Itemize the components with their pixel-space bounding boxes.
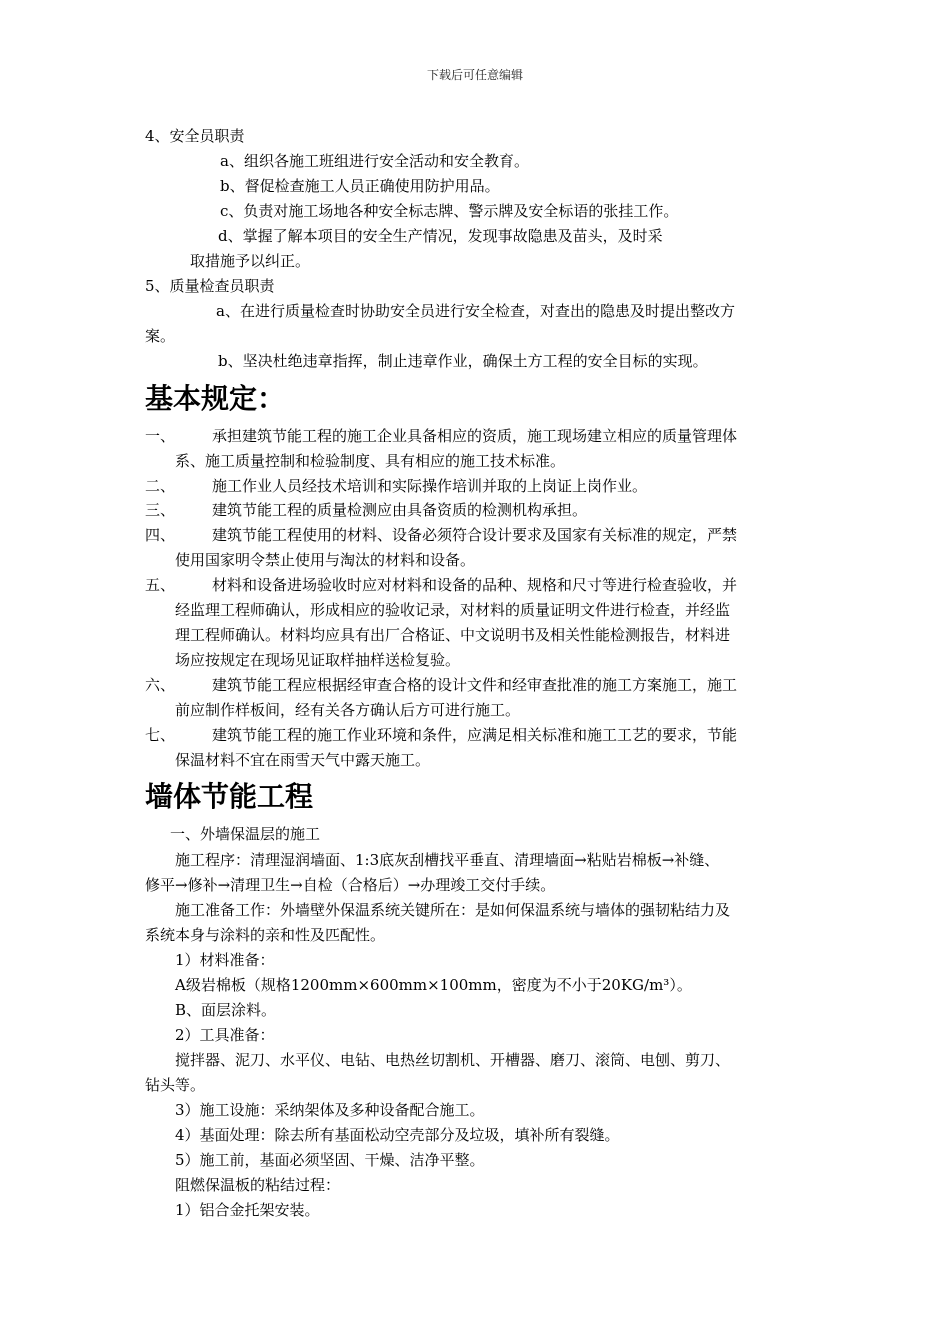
procedure-line1: 施工程序：清理湿润墙面、1:3底灰刮槽找平垂直、清理墙面→粘贴岩棉板→补缝、: [175, 851, 720, 869]
procedure-line2: 修平→修补→清理卫生→自检（合格后）→办理竣工交付手续。: [145, 876, 556, 894]
rule-4-num: 四、: [145, 526, 176, 544]
quality-item-a-line1: a、在进行质量检查时协助安全员进行安全检查，对查出的隐患及时提出整改方: [216, 302, 735, 320]
quality-title: 5、质量检查员职责: [145, 277, 275, 295]
bonding-step-1: 1）铝合金托架安装。: [175, 1201, 320, 1219]
facilities-line: 3）施工设施：采纳架体及多种设备配合施工。: [175, 1101, 485, 1119]
rule-5-line1: 材料和设备进场验收时应对材料和设备的品种、规格和尺寸等进行检查验收，并: [212, 576, 738, 594]
safety-item-b: b、督促检查施工人员正确使用防护用品。: [220, 177, 500, 195]
wall-heading: 墙体节能工程: [145, 780, 314, 813]
before-construction-line: 5）施工前，基面必须坚固、干燥、洁净平整。: [175, 1151, 485, 1169]
tools-line1: 搅拌器、泥刀、水平仪、电钻、电热丝切割机、开槽器、磨刀、滚筒、电刨、剪刀、: [175, 1051, 731, 1069]
safety-item-c: c、负责对施工场地各种安全标志牌、警示牌及安全标语的张挂工作。: [220, 202, 679, 220]
rule-1-line1: 承担建筑节能工程的施工企业具备相应的资质，施工现场建立相应的质量管理体: [212, 427, 738, 445]
rule-2-line1: 施工作业人员经技术培训和实际操作培训并取的上岗证上岗作业。: [212, 477, 648, 495]
wall-subheading: 一、外墙保温层的施工: [170, 825, 321, 843]
tools-line2: 钻头等。: [145, 1076, 206, 1094]
rule-1-line2: 系、施工质量控制和检验制度、具有相应的施工技术标准。: [175, 452, 566, 470]
safety-item-a: a、组织各施工班组进行安全活动和安全教育。: [220, 152, 529, 170]
materials-b: B、面层涂料。: [175, 1001, 277, 1019]
substrate-line: 4）基面处理：除去所有基面松动空壳部分及垃圾，填补所有裂缝。: [175, 1126, 620, 1144]
page-header: 下载后可任意编辑: [426, 68, 523, 82]
rule-6-line1: 建筑节能工程应根据经审查合格的设计文件和经审查批准的施工方案施工，施工: [212, 676, 738, 694]
safety-item-d-line1: d、掌握了解本项目的安全生产情况，发现事故隐患及苗头，及时采: [218, 227, 663, 245]
rule-5-line2: 经监理工程师确认，形成相应的验收记录，对材料的质量证明文件进行检查，并经监: [175, 601, 731, 619]
quality-item-b: b、坚决杜绝违章指挥，制止违章作业，确保土方工程的安全目标的实现。: [218, 352, 708, 370]
materials-title: 1）材料准备：: [175, 951, 275, 969]
rule-6-line2: 前应制作样板间，经有关各方确认后方可进行施工。: [175, 701, 521, 719]
safety-item-d-line2: 取措施予以纠正。: [190, 252, 311, 270]
bonding-title: 阻燃保温板的粘结过程：: [175, 1176, 341, 1194]
preparation-line2: 系统本身与涂料的亲和性及匹配性。: [145, 926, 386, 944]
rule-5-line4: 场应按规定在现场见证取样抽样送检复验。: [175, 651, 461, 669]
rules-heading: 基本规定：: [145, 382, 286, 415]
rule-4-line1: 建筑节能工程使用的材料、设备必须符合设计要求及国家有关标准的规定，严禁: [212, 526, 738, 544]
rule-6-num: 六、: [145, 676, 176, 694]
rule-3-line1: 建筑节能工程的质量检测应由具备资质的检测机构承担。: [212, 501, 588, 519]
rule-7-num: 七、: [145, 726, 176, 744]
safety-title: 4、安全员职责: [145, 127, 245, 145]
rule-4-line2: 使用国家明令禁止使用与淘汰的材料和设备。: [175, 551, 476, 569]
tools-title: 2）工具准备：: [175, 1026, 275, 1044]
preparation-line1: 施工准备工作：外墙壁外保温系统关键所在：是如何保温系统与墙体的强韧粘结力及: [175, 901, 731, 919]
rule-5-num: 五、: [145, 576, 176, 594]
materials-a: A级岩棉板（规格1200mm×600mm×100mm，密度为不小于20KG/m³）。: [175, 976, 692, 994]
rule-5-line3: 理工程师确认。材料均应具有出厂合格证、中文说明书及相关性能检测报告，材料进: [175, 626, 731, 644]
rule-7-line1: 建筑节能工程的施工作业环境和条件，应满足相关标准和施工工艺的要求，节能: [212, 726, 738, 744]
rule-3-num: 三、: [145, 501, 176, 519]
quality-item-a-line2: 案。: [145, 327, 176, 345]
rule-7-line2: 保温材料不宜在雨雪天气中露天施工。: [175, 751, 431, 769]
rule-1-num: 一、: [145, 427, 176, 445]
rule-2-num: 二、: [145, 477, 176, 495]
